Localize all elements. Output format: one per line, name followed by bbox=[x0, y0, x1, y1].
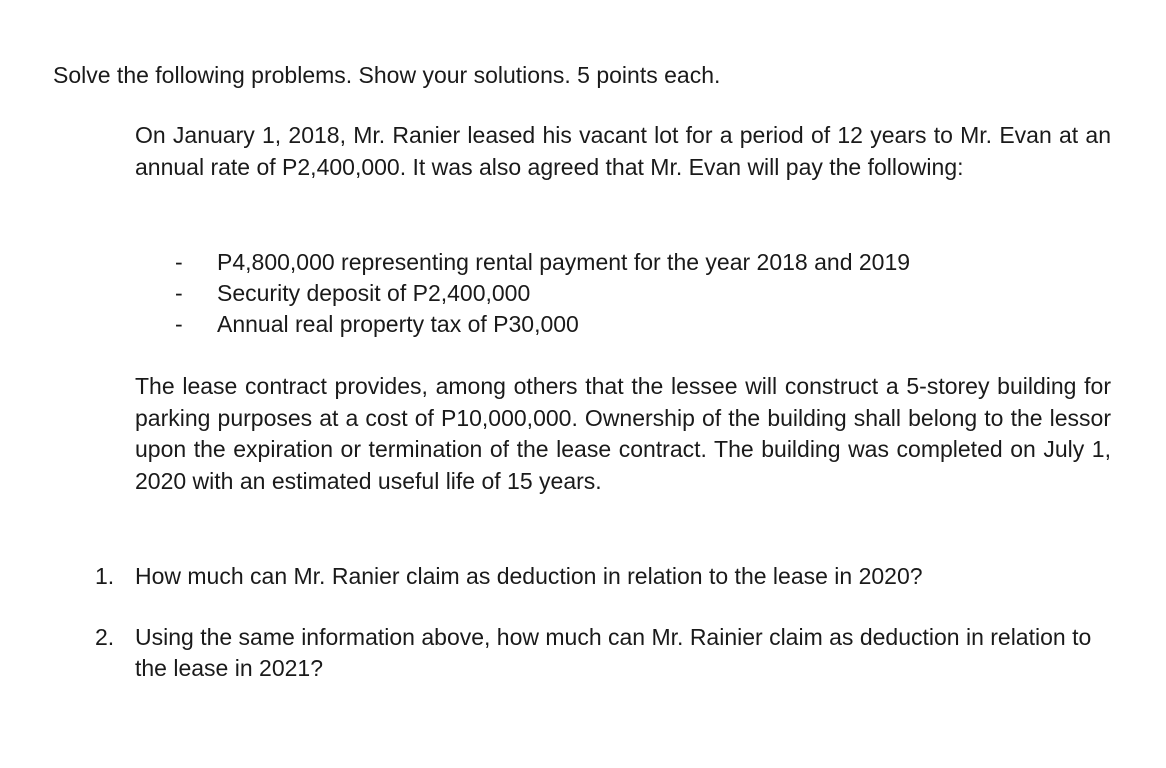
dash-marker: - bbox=[175, 311, 183, 337]
question-item bbox=[95, 622, 1111, 684]
dash-marker: - bbox=[175, 280, 183, 306]
question-number: 2. bbox=[95, 624, 115, 650]
question-text: Using the same information above, how much can Mr. Rainier claim as deduction in relation to the lease in 2021? bbox=[135, 624, 1092, 681]
question-text: How much can Mr. Ranier claim as deduction in relation to the lease in 2020? bbox=[135, 563, 923, 589]
question-item bbox=[95, 561, 1111, 592]
lease-contract-paragraph: The lease contract provides, among others that the lessee will construct a 5-storey building for parking purposes at a cost of P10,000,000. Ownership of the building shall belong to the lessor upon the expiration or termination of the lease contract. The building was completed on July 1, 2020 with an estimated useful life of 15 years. bbox=[135, 373, 1111, 494]
payment-item bbox=[170, 247, 910, 278]
payment-item-text: P4,800,000 representing rental payment for the year 2018 and 2019 bbox=[217, 249, 911, 275]
payment-list bbox=[170, 247, 910, 340]
question-number: 1. bbox=[95, 563, 115, 589]
lease-intro-paragraph: On January 1, 2018, Mr. Ranier leased his vacant lot for a period of 12 years to Mr. Evan at an annual rate of P2,400,000. It was also agreed that Mr. Evan will pay the following: bbox=[135, 122, 1111, 180]
dash-marker: - bbox=[175, 249, 183, 275]
instructions-heading: Solve the following problems. Show your solutions. 5 points each. bbox=[53, 62, 721, 88]
payment-item bbox=[170, 278, 910, 309]
payment-item bbox=[170, 309, 910, 340]
payment-item-text: Security deposit of P2,400,000 bbox=[217, 280, 531, 306]
payment-item-text: Annual real property tax of P30,000 bbox=[217, 311, 579, 337]
question-list bbox=[95, 561, 1111, 714]
